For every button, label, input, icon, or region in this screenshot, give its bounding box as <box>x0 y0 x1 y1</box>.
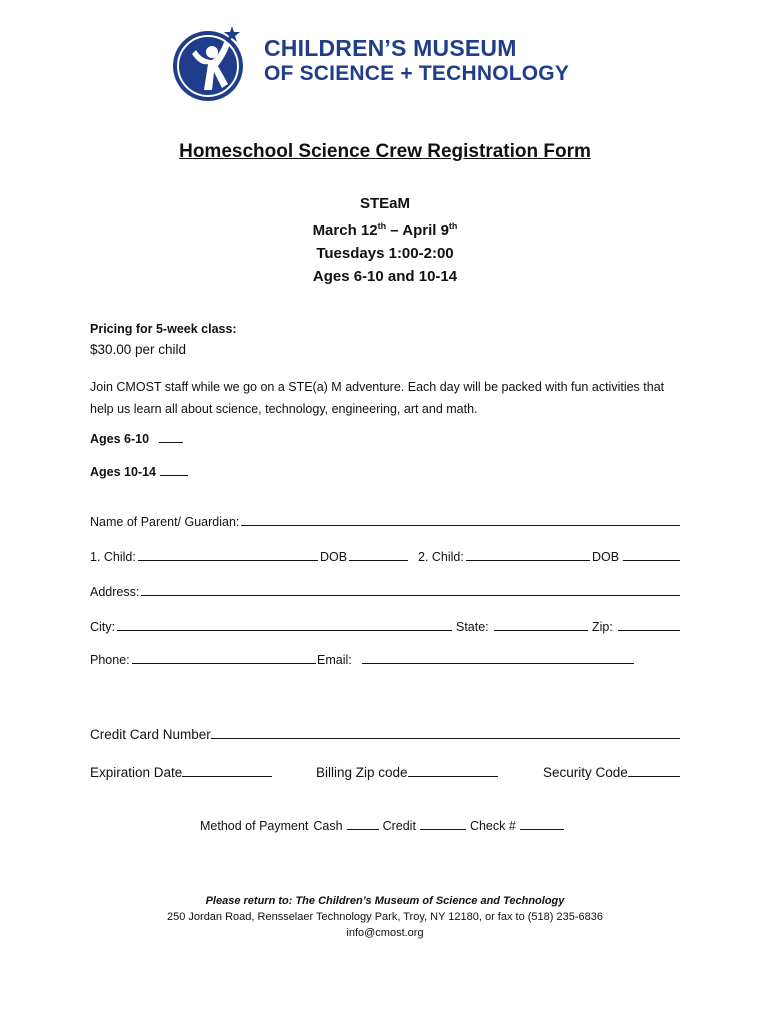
age-6-10-blank <box>159 442 183 443</box>
age-option-6-10[interactable]: Ages 6-10 <box>90 432 185 446</box>
program-ages: Ages 6-10 and 10-14 <box>312 268 458 285</box>
parent-label: Name of Parent/ Guardian: <box>90 515 240 529</box>
museum-address: 250 Jordan Road, Rensselaer Technology Park, Troy, NY 12180, or fax to (518) 235-6836 <box>167 911 603 923</box>
logo-line-2: OF SCIENCE + TECHNOLOGY <box>264 62 570 85</box>
check-blank[interactable] <box>520 829 564 830</box>
state-field[interactable]: State: <box>456 620 588 634</box>
expiration-date-field[interactable]: Expiration Date <box>90 765 272 780</box>
cash-option[interactable]: Cash <box>313 819 343 833</box>
program-info <box>0 192 770 288</box>
page-title: Homeschool Science Crew Registration Form <box>179 141 591 162</box>
credit-blank[interactable] <box>420 829 466 830</box>
program-name: STEaM <box>359 195 410 212</box>
child2-field[interactable]: 2. Child: <box>418 550 590 564</box>
museum-email: info@cmost.org <box>346 927 424 939</box>
phone-field[interactable]: Phone: <box>90 653 316 667</box>
museum-logo <box>170 22 590 104</box>
child1-field[interactable]: 1. Child: <box>90 550 318 564</box>
email-field[interactable]: Email: <box>317 653 634 667</box>
pricing-label: Pricing for 5-week class: <box>90 322 237 336</box>
age-10-14-blank <box>160 475 188 476</box>
payment-method-row <box>200 819 570 833</box>
museum-emblem-icon <box>170 22 252 104</box>
credit-option[interactable]: Credit <box>382 819 416 833</box>
city-field[interactable]: City: <box>90 620 452 634</box>
security-code-field[interactable]: Security Code <box>543 765 680 780</box>
zip-field[interactable]: Zip: <box>592 620 680 634</box>
cash-blank[interactable] <box>347 829 379 830</box>
dob1-field[interactable]: DOB <box>320 550 408 564</box>
program-time: Tuesdays 1:00-2:00 <box>316 245 454 262</box>
billing-zip-field[interactable]: Billing Zip code <box>316 765 498 780</box>
parent-blank <box>241 525 680 526</box>
payment-method-label: Method of Payment <box>200 819 309 833</box>
address-field[interactable]: Address: <box>90 585 680 599</box>
credit-card-number-field[interactable]: Credit Card Number <box>90 727 680 742</box>
parent-name-field[interactable] <box>90 515 680 529</box>
program-dates: March 12th – April 9th <box>312 221 458 239</box>
age-option-10-14[interactable]: Ages 10-14 <box>90 465 185 479</box>
check-option[interactable]: Check # <box>469 819 516 833</box>
dob2-field[interactable]: DOB <box>592 550 680 564</box>
description: Join CMOST staff while we go on a STE(a) M adventure. Each day will be packed with fun activities that help us learn all about science, technology, engineering, art and math. <box>90 380 665 416</box>
footer <box>0 893 770 941</box>
return-to: Please return to: The Children’s Museum of Science and Technology <box>205 895 565 907</box>
logo-line-1: CHILDREN’S MUSEUM <box>264 35 517 61</box>
pricing-value: $30.00 per child <box>90 342 187 357</box>
